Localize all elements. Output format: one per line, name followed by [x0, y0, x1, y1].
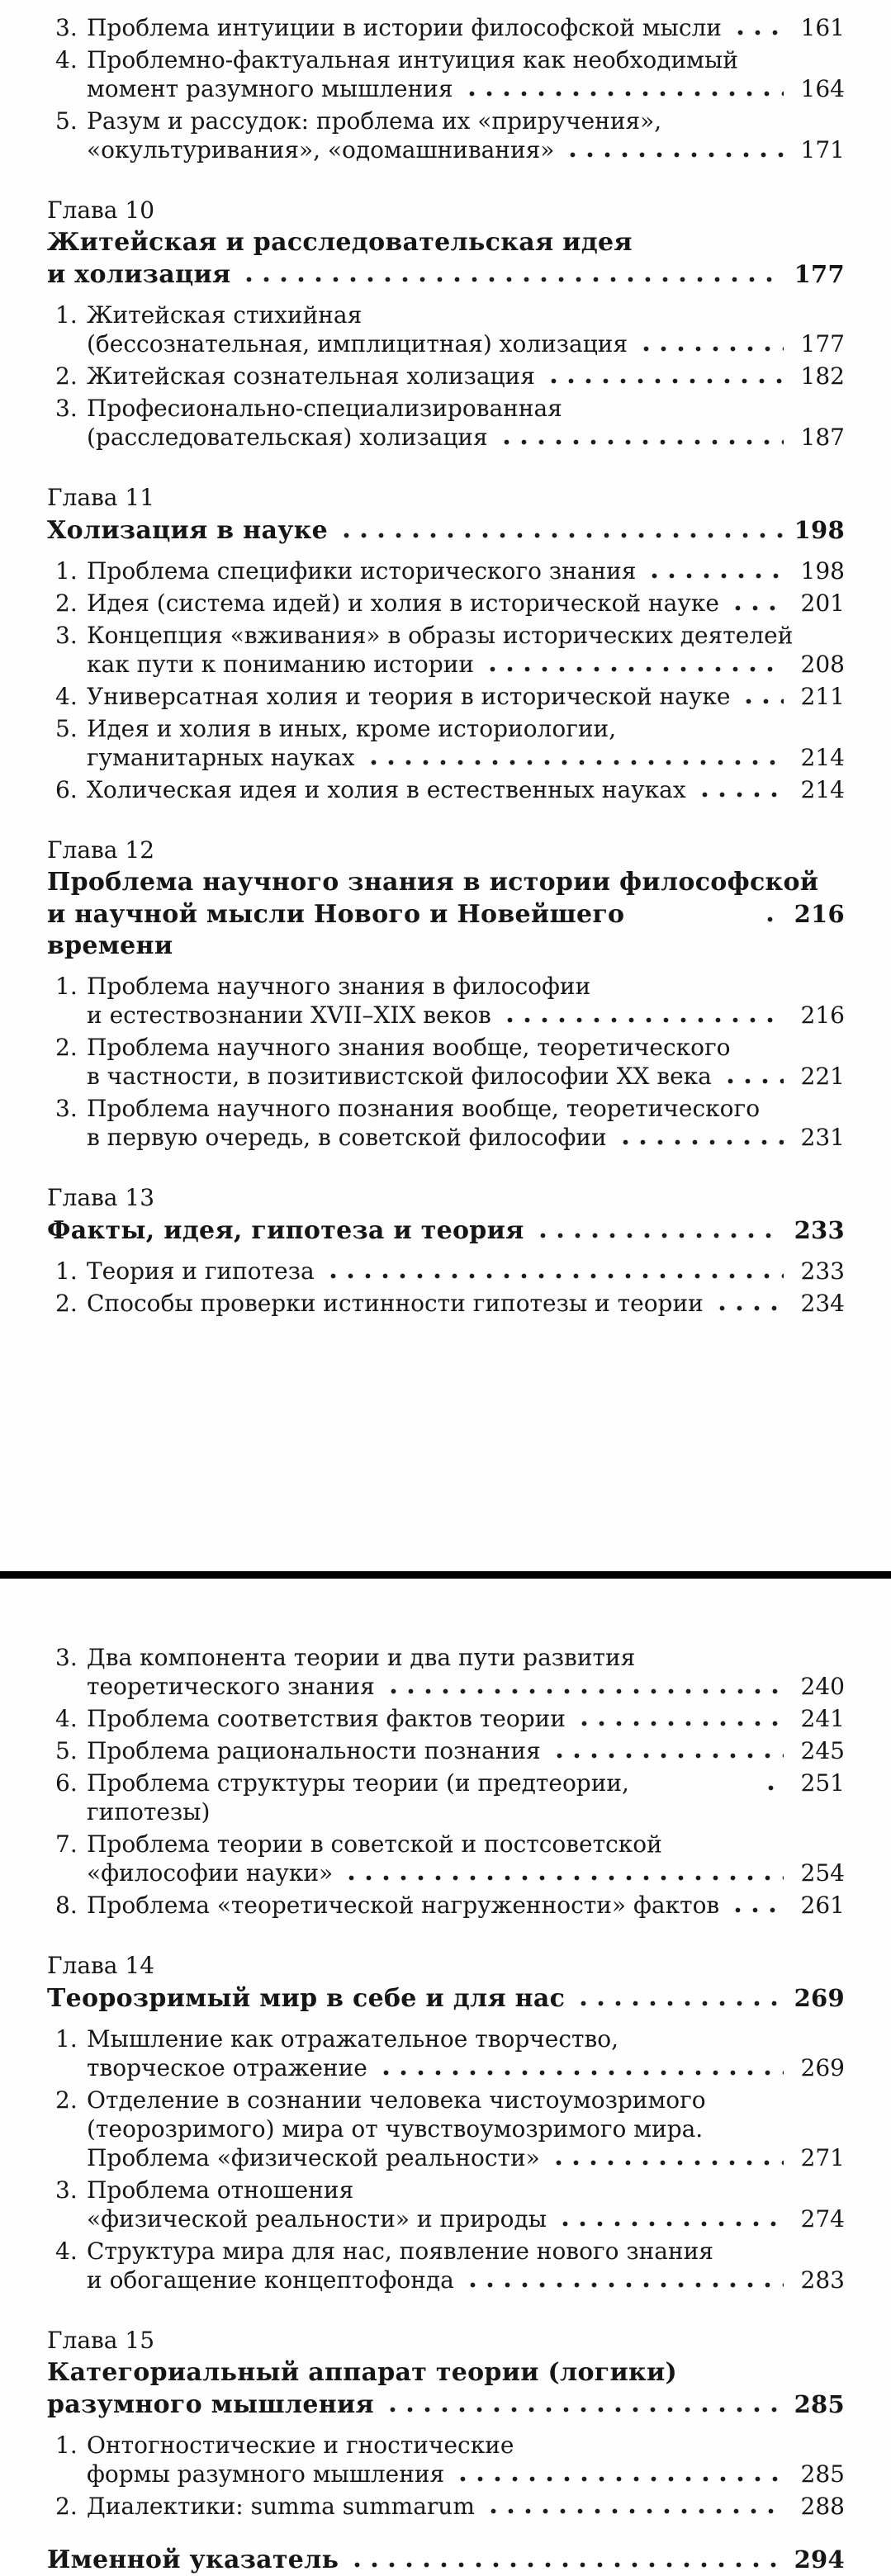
toc-line [47, 2544, 845, 2576]
page-number: 171 [800, 136, 845, 163]
page-number: 201 [800, 590, 845, 617]
entry-text: Житейская стихийная [87, 301, 363, 329]
entry-number: 3. [55, 2176, 78, 2204]
entry-number: 4. [55, 2237, 78, 2265]
dot-leader [740, 698, 784, 704]
dot-leader [713, 1305, 784, 1311]
entry-lines [87, 714, 845, 772]
page-number: 164 [800, 75, 845, 102]
entry-number: 1. [55, 2432, 78, 2459]
chapter-title [47, 2357, 845, 2421]
entry-number: 3. [55, 1644, 78, 1671]
toc-items-group [55, 301, 845, 452]
dot-leader [732, 30, 784, 36]
dot-leader [646, 573, 784, 579]
dot-leader [576, 1721, 784, 1726]
toc-line [87, 135, 845, 164]
dot-leader [385, 1688, 784, 1694]
entry-text: формы разумного мышления [87, 2460, 445, 2488]
chapter-label: Глава 12 [47, 836, 155, 864]
entry-text: Холическая идея и холия в естественных науках [87, 776, 686, 803]
toc-entry [55, 1643, 845, 1701]
entry-number: 6. [55, 776, 78, 803]
entry-text: Проблема научного знания вообще, теоретического [87, 1034, 731, 1061]
page-number: 294 [794, 2545, 845, 2574]
page-number: 161 [800, 14, 845, 41]
entry-text: (теорозримого) мира от чувствоумозримого мира. [87, 2115, 704, 2143]
entry-text: Отделение в сознании человека чистоумозримого [87, 2086, 706, 2114]
toc-entry [55, 2024, 845, 2082]
dot-leader [454, 2476, 784, 2482]
toc-entry [55, 1769, 845, 1826]
dot-leader [365, 760, 784, 765]
entry-number: 1. [55, 2025, 78, 2053]
entry-text: «физической реальности» и природы [87, 2205, 547, 2233]
entry-text: (расследовательская) холизация [87, 424, 488, 451]
dot-leader [551, 1753, 784, 1759]
toc-line [87, 2460, 845, 2488]
toc-entry [55, 682, 845, 711]
entry-lines [87, 1736, 845, 1765]
chapter-title-text: и холизация [47, 260, 231, 289]
entry-number: 4. [55, 46, 78, 73]
chapter-block [47, 2326, 845, 2421]
entry-number: 1. [55, 301, 78, 329]
page-number: 288 [800, 2493, 845, 2520]
page-number: 182 [800, 362, 845, 390]
entry-lines [87, 589, 845, 618]
toc-line [87, 362, 845, 391]
chapter-title-text: Проблема научного знания в истории философской [47, 868, 819, 897]
toc-entry [55, 589, 845, 618]
entry-number: 1. [55, 1257, 78, 1285]
chapter-title-text: Именной указатель [47, 2545, 339, 2574]
toc-line [47, 898, 845, 962]
toc-line [87, 682, 845, 711]
entry-text: Проблема «физической реальности» [87, 2144, 540, 2171]
dot-leader [617, 1139, 784, 1145]
entry-text: Проблема интуиции в истории философской мысли [87, 14, 722, 41]
toc-entry [55, 556, 845, 585]
page-number: 198 [800, 557, 845, 585]
entry-text: Проблема отношения [87, 2176, 354, 2204]
chapter-title [47, 2544, 845, 2576]
toc-line [47, 1982, 845, 2015]
chapter-label: Глава 13 [47, 1184, 155, 1211]
page-number: 233 [794, 1216, 845, 1244]
toc-line [87, 1001, 845, 1030]
entry-number: 4. [55, 683, 78, 710]
toc-entry [55, 362, 845, 391]
entry-lines [87, 775, 845, 804]
toc-entry [55, 1736, 845, 1765]
entry-text: Проблема научного познания вообще, теоретического [87, 1095, 761, 1122]
dot-leader [534, 1233, 783, 1238]
page-number: 254 [800, 1859, 845, 1887]
entry-text: момент разумного мышления [87, 75, 453, 102]
toc-line [47, 2389, 845, 2421]
dot-leader [637, 346, 784, 352]
chapter-title-text: Холизация в науке [47, 516, 329, 545]
entry-lines [87, 394, 845, 452]
toc-line [87, 2143, 845, 2172]
entry-lines [87, 107, 845, 164]
entry-lines [87, 362, 845, 391]
entry-number: 4. [55, 1705, 78, 1732]
entry-text: Житейская сознательная холизация [87, 362, 535, 390]
entry-lines [87, 682, 845, 711]
entry-number: 5. [55, 107, 78, 135]
entry-lines [87, 556, 845, 585]
entry-number: 2. [55, 2493, 78, 2520]
entry-number: 2. [55, 590, 78, 617]
entry-text: в первую очередь, в советской философии [87, 1124, 607, 1151]
chapter-block [47, 836, 845, 962]
page-number: 214 [800, 776, 845, 803]
toc-entry [55, 621, 845, 679]
toc-line [87, 2266, 845, 2294]
entry-lines [87, 1033, 845, 1091]
entry-number: 7. [55, 1830, 78, 1858]
dot-leader [377, 2070, 784, 2076]
toc-entry [55, 1033, 845, 1091]
toc-entry [55, 1891, 845, 1920]
toc-line [87, 1672, 845, 1701]
entry-number: 2. [55, 1034, 78, 1061]
entry-text: Идея и холия в иных, кроме историологии, [87, 715, 617, 742]
toc-items-group [55, 13, 845, 164]
toc-line [87, 556, 845, 585]
dot-leader [564, 152, 784, 158]
toc-line [87, 650, 845, 679]
entry-text: Онтогностические и гностические [87, 2432, 514, 2459]
toc-entry [55, 394, 845, 452]
toc-items-group [55, 556, 845, 804]
entry-lines [87, 1769, 845, 1826]
entry-lines [87, 301, 845, 358]
page-number: 233 [800, 1257, 845, 1285]
chapter-title [47, 1215, 845, 1247]
toc-entry [55, 972, 845, 1030]
entry-text: Проблема «теоретической нагруженности» фактов [87, 1892, 720, 1919]
page-divider [0, 1571, 891, 1579]
page-number: 245 [800, 1737, 845, 1764]
toc-items-group [55, 1257, 845, 1318]
toc-entry [55, 1830, 845, 1887]
toc-line [87, 329, 845, 358]
entry-text: Проблема структуры теории (и предтеории, гипотезы) [87, 1769, 629, 1825]
entry-text: Концепция «вживания» в образы исторических деятелей [87, 622, 794, 649]
entry-text: Проблема специфики исторического знания [87, 557, 637, 585]
entry-text: в частности, в позитивистской философии XX века [87, 1063, 712, 1090]
entry-lines [87, 13, 845, 42]
toc-entry [55, 775, 845, 804]
toc-entry [55, 2492, 845, 2521]
dot-leader [501, 1017, 784, 1023]
entry-text: Професионально-специализированная [87, 395, 562, 422]
page-number: 261 [800, 1892, 845, 1919]
chapter-label: Глава 10 [47, 197, 155, 224]
entry-lines [87, 1704, 845, 1733]
dot-leader [729, 605, 784, 611]
dot-leader [484, 666, 784, 672]
page-number: 240 [800, 1673, 845, 1700]
dot-leader [557, 2221, 784, 2227]
toc-items-group [55, 2431, 845, 2521]
entry-text: и естествознании XVII–XIX веков [87, 1002, 491, 1029]
toc-items-group [55, 1643, 845, 1920]
entry-text: (бессознательная, имплицитная) холизация [87, 330, 628, 358]
dot-leader [729, 1907, 784, 1913]
entry-text: Идея (система идей) и холия в исторической науке [87, 590, 719, 617]
dot-leader [485, 2508, 784, 2514]
toc-line [87, 1123, 845, 1152]
entry-text: «окультуривания», «одомашнивания» [87, 136, 555, 163]
entry-lines [87, 2237, 845, 2294]
chapter-title [47, 1982, 845, 2015]
entry-number: 8. [55, 1892, 78, 1919]
entry-text: Проблема научного знания в философии [87, 973, 591, 1000]
page-number: 214 [800, 744, 845, 771]
chapter-title [47, 867, 845, 962]
entry-text: теоретического знания [87, 1673, 375, 1700]
entry-lines [87, 2024, 845, 2082]
dot-leader [384, 2407, 783, 2413]
entry-text: Способы проверки истинности гипотезы и теории [87, 1290, 704, 1317]
entry-text: Проблема соответствия фактов теории [87, 1705, 566, 1732]
toc-entry [55, 13, 845, 42]
toc-entry [55, 1289, 845, 1318]
toc-line [87, 2492, 845, 2521]
dot-leader [240, 277, 782, 282]
chapter-title-text: Категориальный аппарат теории (логики) [47, 2358, 678, 2387]
entry-text: Проблема рациональности познания [87, 1737, 541, 1764]
page-number: 241 [800, 1705, 845, 1732]
toc-entry [55, 2086, 845, 2172]
chapter-block [47, 1951, 845, 2015]
toc-items-group [55, 2024, 845, 2294]
entry-number: 3. [55, 14, 78, 41]
toc-line [87, 423, 845, 452]
toc-line [47, 1215, 845, 1247]
toc-entry [55, 45, 845, 103]
toc-line [87, 2204, 845, 2233]
dot-leader [545, 378, 784, 384]
page-number: 198 [794, 516, 845, 544]
toc-page-2 [0, 1579, 891, 2574]
chapter-title-text: и научной мысли Нового и Новейшего времени [47, 900, 625, 960]
entry-number: 2. [55, 2086, 78, 2114]
chapter-title-text: разумного мышления [47, 2390, 375, 2419]
entry-lines [87, 621, 845, 679]
entry-lines [87, 972, 845, 1030]
dot-leader [762, 1785, 784, 1791]
entry-lines [87, 1891, 845, 1920]
toc-entry [55, 2431, 845, 2488]
toc-line [87, 74, 845, 103]
entry-number: 2. [55, 362, 78, 390]
chapter-title-text: Житейская и расследовательская идея [47, 228, 633, 257]
toc-items-group [55, 972, 845, 1152]
entry-lines [87, 1257, 845, 1286]
chapter-block [47, 483, 845, 547]
dot-leader [463, 91, 784, 97]
toc-line [87, 1062, 845, 1091]
page-number: 269 [794, 1984, 845, 2012]
entry-text: гуманитарных науках [87, 744, 355, 771]
entry-lines [87, 45, 845, 103]
entry-number: 3. [55, 622, 78, 649]
toc-entry [55, 2237, 845, 2294]
chapter-title [47, 514, 845, 547]
entry-text: Мышление как отражательное творчество, [87, 2025, 619, 2053]
entry-text: творческое отражение [87, 2054, 367, 2081]
entry-number: 1. [55, 557, 78, 585]
dot-leader [696, 792, 784, 798]
dot-leader [338, 533, 783, 538]
entry-text: Универсатная холия и теория в исторической науке [87, 683, 731, 710]
page-number: 251 [800, 1769, 845, 1797]
page-number: 283 [800, 2266, 845, 2294]
page-number: 269 [800, 2054, 845, 2081]
toc-entry [55, 107, 845, 164]
toc-line [87, 1289, 845, 1318]
chapter-label: Глава 15 [47, 2327, 155, 2354]
dot-leader [575, 2001, 782, 2006]
entry-text: Теория и гипотеза [87, 1257, 315, 1285]
entry-text: как пути к пониманию истории [87, 651, 475, 678]
page-number: 285 [800, 2460, 845, 2488]
page-number: 187 [800, 424, 845, 451]
entry-text: Проблема теории в советской и постсоветской [87, 1830, 662, 1858]
entry-lines [87, 2492, 845, 2521]
entry-number: 3. [55, 395, 78, 422]
entry-number: 2. [55, 1290, 78, 1317]
entry-lines [87, 2431, 845, 2488]
toc-line [87, 1769, 845, 1826]
entry-number: 6. [55, 1769, 78, 1797]
entry-lines [87, 2086, 845, 2172]
index-entry [47, 2544, 845, 2576]
entry-text: Структура мира для нас, появление нового знания [87, 2237, 713, 2265]
toc-line [87, 1891, 845, 1920]
page-number: 221 [800, 1063, 845, 1090]
toc-line [87, 743, 845, 772]
entry-number: 1. [55, 973, 78, 1000]
chapter-title [47, 227, 845, 291]
page-number: 274 [800, 2205, 845, 2233]
page-number: 211 [800, 683, 845, 710]
page-number: 216 [800, 1002, 845, 1029]
toc-line [47, 258, 845, 291]
toc-entry [55, 1704, 845, 1733]
entry-text: Диалектики: summa summarum [87, 2493, 475, 2520]
entry-lines [87, 2176, 845, 2233]
toc-entry [55, 714, 845, 772]
page-number: 271 [800, 2144, 845, 2171]
toc-line [87, 1859, 845, 1887]
dot-leader [464, 2282, 784, 2288]
toc-entry [55, 2176, 845, 2233]
toc-line [87, 1257, 845, 1286]
entry-text: Два компонента теории и два пути развития [87, 1644, 636, 1671]
page-number: 285 [794, 2390, 845, 2418]
toc-line [87, 2053, 845, 2082]
chapter-label: Глава 11 [47, 484, 155, 511]
entry-number: 5. [55, 715, 78, 742]
entry-text: «философии науки» [87, 1859, 334, 1887]
toc-entry [55, 1257, 845, 1286]
page-number: 208 [800, 651, 845, 678]
entry-number: 5. [55, 1737, 78, 1764]
dot-leader [550, 2160, 784, 2166]
entry-text: и обогащение концептофонда [87, 2266, 454, 2294]
toc-line [87, 13, 845, 42]
page-number: 177 [794, 260, 845, 288]
toc-entry [55, 1094, 845, 1152]
chapter-block [47, 196, 845, 291]
entry-text: Проблемно-фактуальная интуиция как необходимый [87, 46, 738, 73]
entry-lines [87, 1643, 845, 1701]
page-number: 177 [800, 330, 845, 358]
entry-lines [87, 1830, 845, 1887]
entry-lines [87, 1094, 845, 1152]
dot-leader [325, 1273, 784, 1279]
toc-line [87, 1704, 845, 1733]
entry-number: 3. [55, 1095, 78, 1122]
page-number: 231 [800, 1124, 845, 1151]
page-number: 216 [794, 900, 845, 928]
toc-line [87, 1736, 845, 1765]
dot-leader [343, 1875, 784, 1881]
chapter-block [47, 1183, 845, 1247]
chapter-label: Глава 14 [47, 1952, 155, 1979]
entry-text: Разум и рассудок: проблема их «приручения», [87, 107, 662, 135]
dot-leader [498, 439, 784, 445]
toc-entry [55, 301, 845, 358]
toc-line [87, 775, 845, 804]
dot-leader [348, 2562, 782, 2568]
chapter-title-text: Факты, идея, гипотеза и теория [47, 1216, 524, 1245]
dot-leader [761, 916, 783, 922]
entry-lines [87, 1289, 845, 1318]
dot-leader [722, 1078, 784, 1084]
toc-line [47, 514, 845, 547]
toc-line [87, 589, 845, 618]
chapter-title-text: Теорозримый мир в себе и для нас [47, 1984, 566, 2013]
page-number: 234 [800, 1290, 845, 1317]
